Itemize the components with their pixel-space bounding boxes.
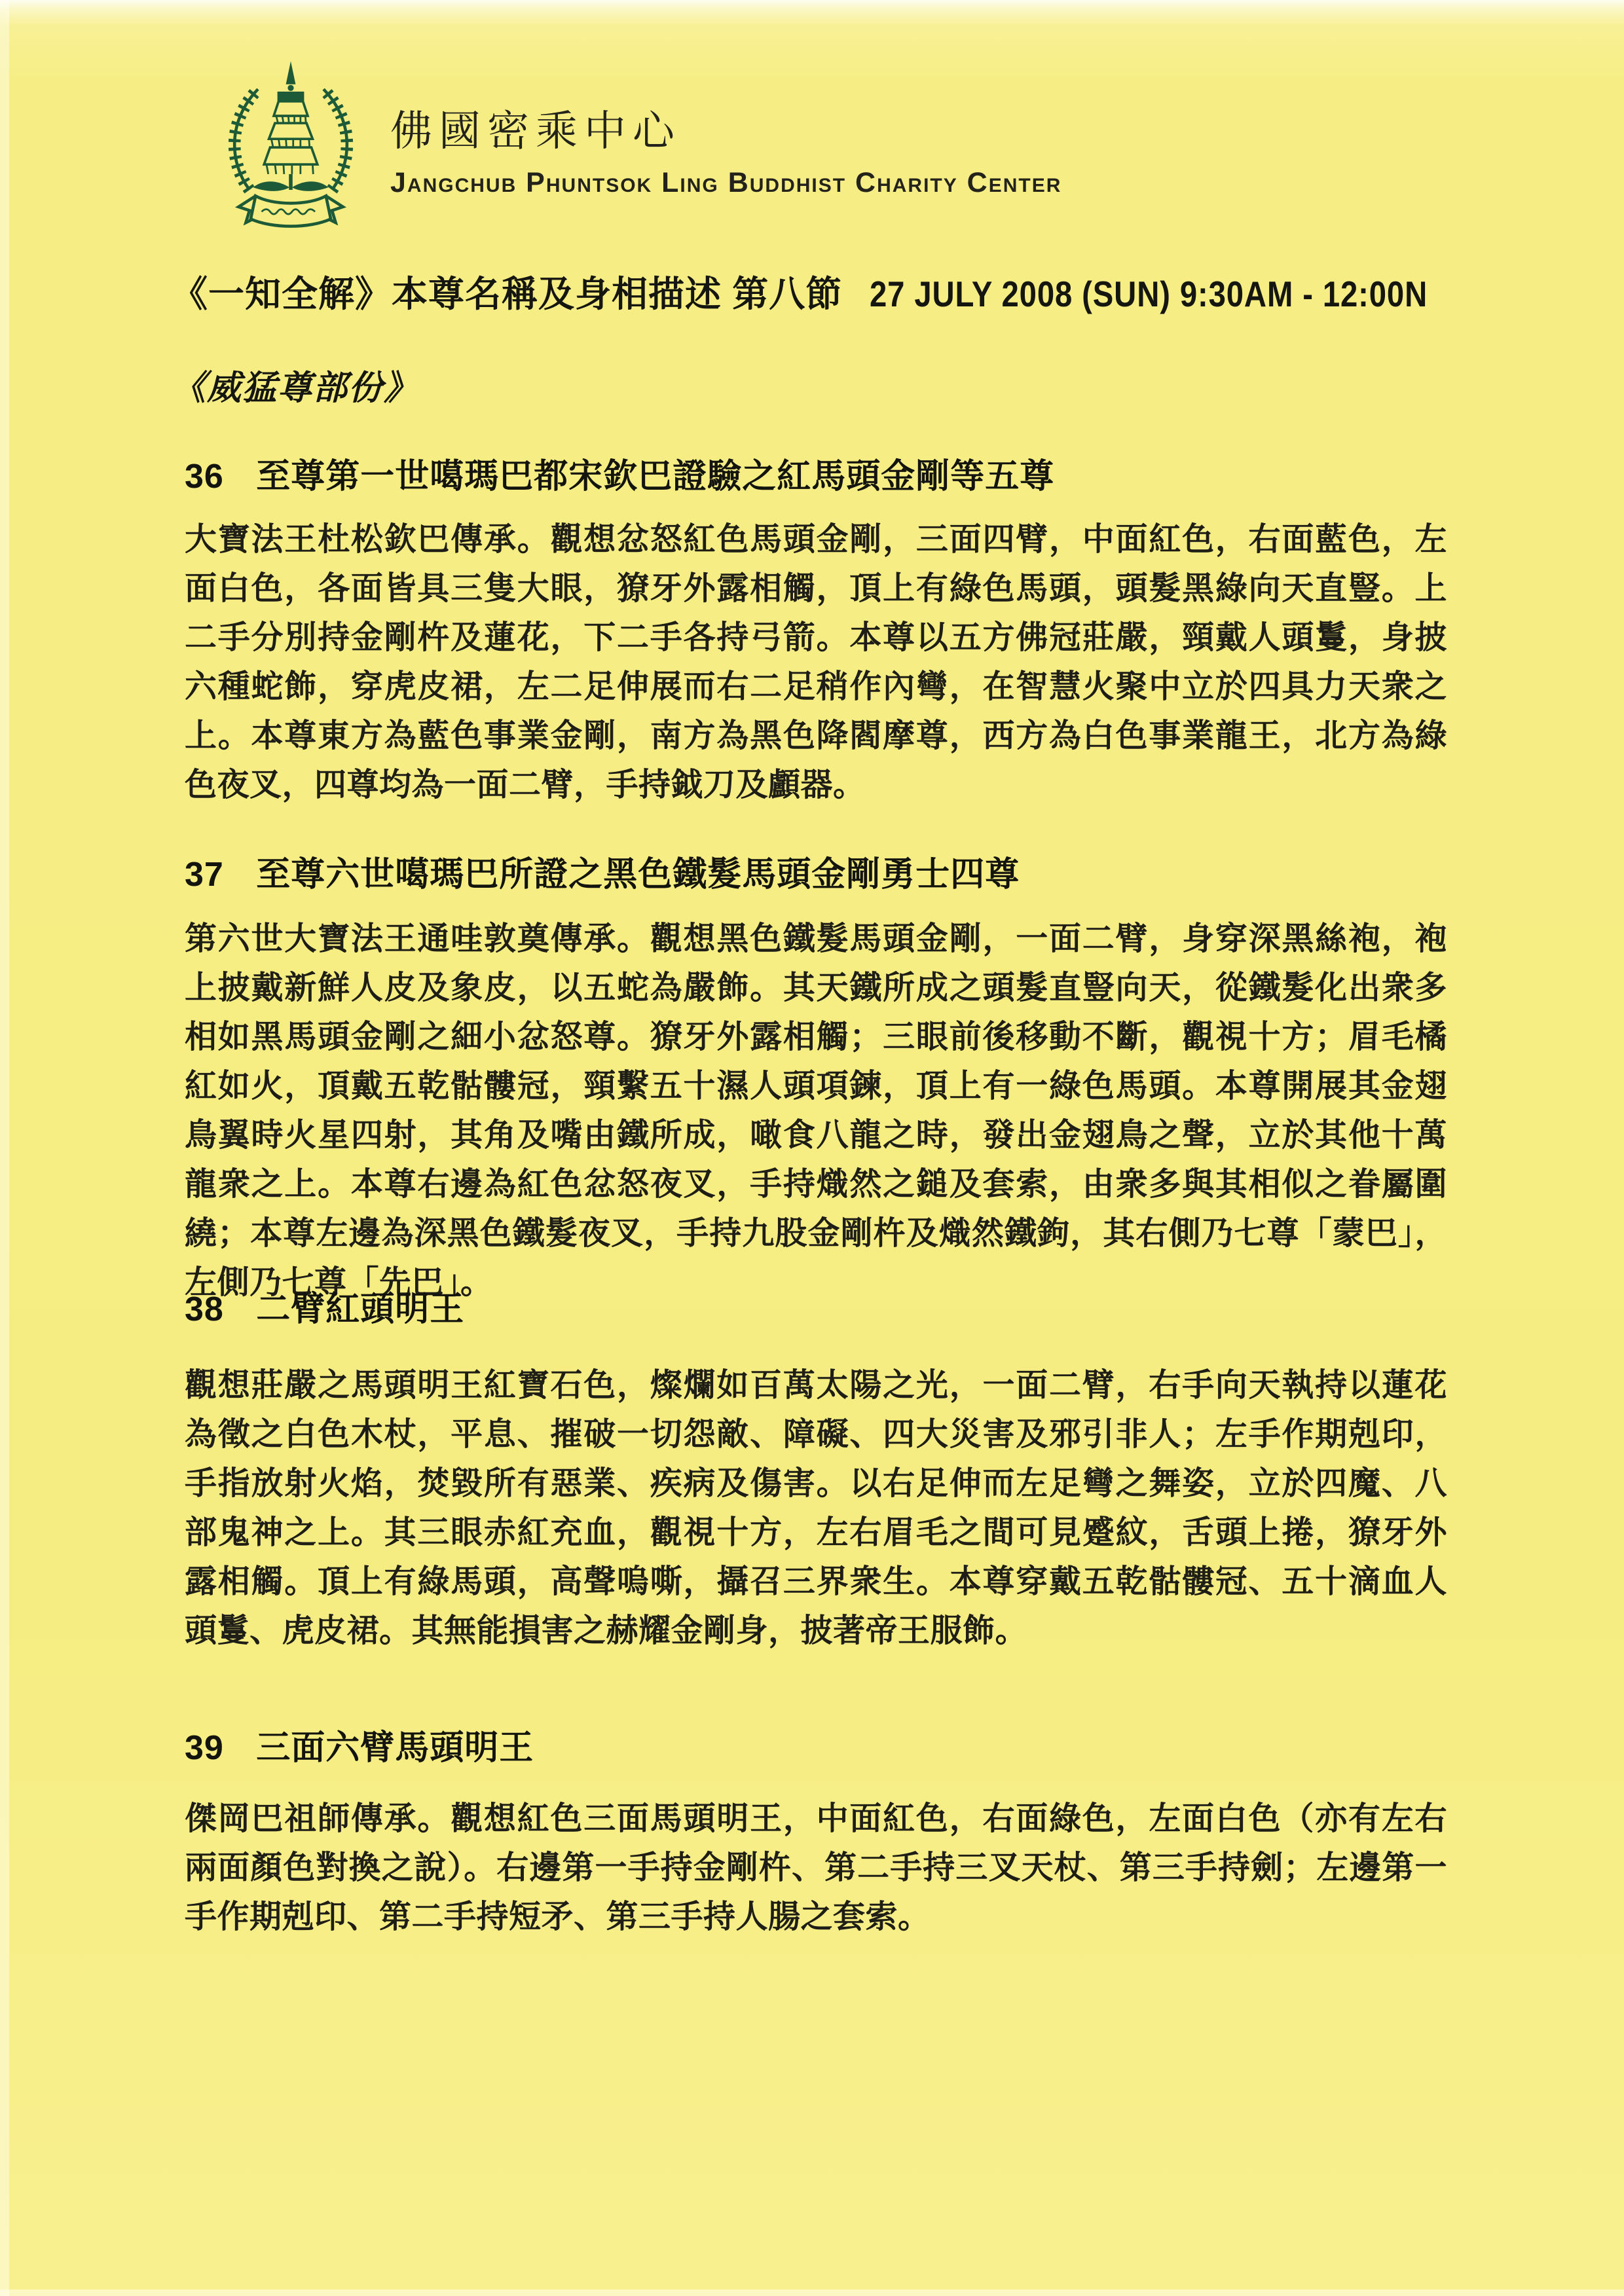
- document-title-datetime: 27 JULY 2008 (SUN) 9:30AM - 12:00N: [869, 274, 1428, 314]
- document-subtitle: 《威猛尊部份》: [172, 369, 420, 407]
- document-title-chinese: 《一知全解》本尊名稱及身相描述 第八節: [172, 274, 843, 314]
- section-37-heading: [185, 856, 1447, 894]
- section-37-title: 至尊六世噶瑪巴所證之黑色鐵髮馬頭金剛勇士四尊: [256, 856, 1020, 894]
- section-38: [185, 1291, 1447, 1656]
- section-38-title: 二臂紅頭明王: [256, 1290, 465, 1328]
- section-39-body: 傑岡巴祖師傳承。觀想紅色三面馬頭明王，中面紅色，右面綠色，左面白色（亦有左右兩面顏色對換之說）。右邊第一手持金剛杵、第二手持三叉天杖、第三手持劍；左邊第一手作期剋印、第二手持短矛、第三手持人腸之套索。: [185, 1801, 1447, 1935]
- section-39-heading: [185, 1730, 1447, 1767]
- section-37-number: 37: [185, 856, 224, 894]
- section-39-number: 39: [185, 1729, 224, 1767]
- section-38-number: 38: [185, 1290, 224, 1328]
- section-36-number: 36: [185, 458, 224, 496]
- section-36-heading: [185, 458, 1447, 496]
- section-39: [185, 1730, 1447, 1942]
- section-37: [185, 856, 1447, 1307]
- section-36-body: 大寶法王杜松欽巴傳承。觀想忿怒紅色馬頭金剛，三面四臂，中面紅色，右面藍色，左面白色，各面皆具三隻大眼，獠牙外露相觸，頂上有綠色馬頭，頭髮黑綠向天直豎。上二手分別持金剛杵及蓮花，下二手各持弓箭。本尊以五方佛冠莊嚴，頸戴人頭鬘，身披六種蛇飾，穿虎皮裙，左二足伸展而右二足稍作內彎，在智慧火聚中立於四具力天衆之上。本尊東方為藍色事業金剛，南方為黑色降閻摩尊，西方為白色事業龍王，北方為綠色夜叉，四尊均為一面二臂，手持鉞刀及顱器。: [185, 522, 1447, 803]
- section-38-body: 觀想莊嚴之馬頭明王紅寶石色，燦爛如百萬太陽之光，一面二臂，右手向天執持以蓮花為徵之白色木杖，平息、摧破一切怨敵、障礙、四大災害及邪引非人；左手作期剋印，手指放射火焰，焚毀所有惡業、疾病及傷害。以右足伸而左足彎之舞姿，立於四魔、八部鬼神之上。其三眼赤紅充血，觀視十方，左右眉毛之間可見蹙紋，舌頭上捲，獠牙外露相觸。頂上有綠馬頭，高聲嗚嘶，攝召三界衆生。本尊穿戴五乾骷髏冠、五十滴血人頭鬘、虎皮裙。其無能損害之赫耀金剛身，披著帝王服飾。: [185, 1368, 1447, 1649]
- org-name-chinese: 佛國密乘中心: [390, 107, 681, 155]
- org-name-block: [390, 107, 1062, 198]
- document-title: [172, 274, 1481, 315]
- section-38-heading: [185, 1291, 1447, 1328]
- section-39-title: 三面六臂馬頭明王: [256, 1729, 534, 1767]
- org-name-english: Jangchub Phuntsok Ling Buddhist Charity Center: [390, 167, 1062, 198]
- section-36: [185, 458, 1447, 810]
- section-37-body: 第六世大寶法王通哇敦奠傳承。觀想黑色鐵髮馬頭金剛，一面二臂，身穿深黑絲袍，袍上披戴新鮮人皮及象皮，以五蛇為嚴飾。其天鐵所成之頭髮直豎向天，從鐵髮化出衆多相如黑馬頭金剛之細小忿怒尊。獠牙外露相觸；三眼前後移動不斷，觀視十方；眉毛橘紅如火，頂戴五乾骷髏冠，頸繫五十濕人頭項鍊，頂上有一綠色馬頭。本尊開展其金翅鳥翼時火星四射，其角及嘴由鐵所成，噉食八龍之時，發出金翅鳥之聲，立於其他十萬龍衆之上。本尊右邊為紅色忿怒夜叉，手持熾然之鎚及套索，由衆多與其相似之眷屬圍繞；本尊左邊為深黑色鐵髮夜叉，手持九股金剛杵及熾然鐵鉤，其右側乃七尊「蒙巴」，左側乃七尊「先巴」。: [185, 921, 1447, 1301]
- stupa-wreath-emblem-icon: [207, 58, 375, 240]
- section-36-title: 至尊第一世噶瑪巴都宋欽巴證驗之紅馬頭金剛等五尊: [256, 458, 1055, 496]
